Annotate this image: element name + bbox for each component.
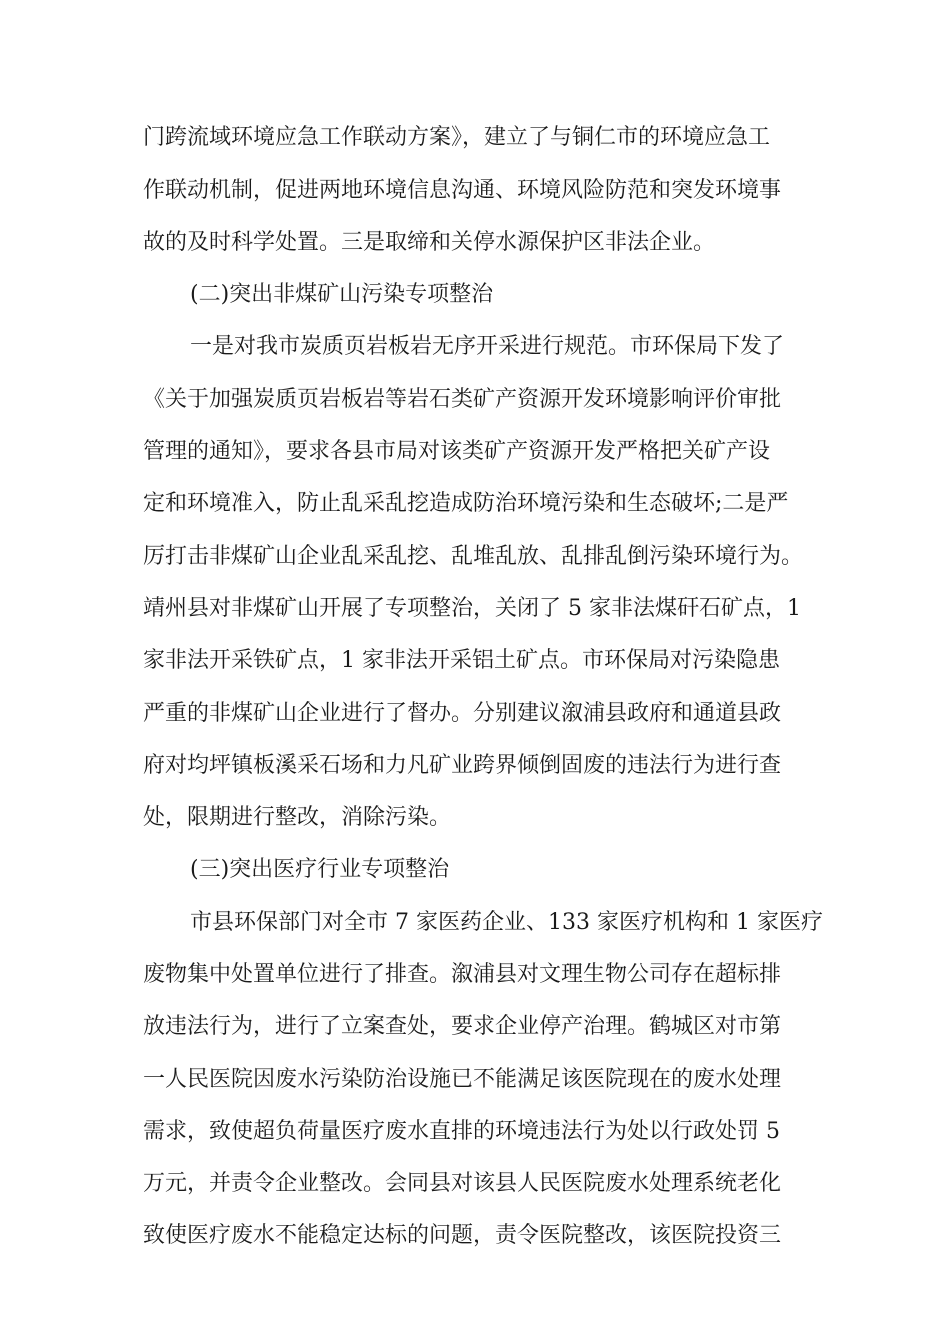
text-line: 靖州县对非煤矿山开展了专项整治，关闭了 5 家非法煤矸石矿点，1 (143, 596, 801, 621)
text-line: 一人民医院因废水污染防治设施已不能满足该医院现在的废水处理 (143, 1067, 782, 1092)
text-line: 万元，并责令企业整改。会同县对该县人民医院废水处理系统老化 (143, 1171, 782, 1196)
text-line: 故的及时科学处置。三是取缔和关停水源保护区非法企业。 (143, 230, 716, 255)
text-line: 府对均坪镇板溪采石场和力凡矿业跨界倾倒固废的违法行为进行查 (143, 753, 782, 778)
section-heading: (三)突出医疗行业专项整治 (190, 857, 450, 882)
text-line: 一是对我市炭质页岩板岩无序开采进行规范。市环保局下发了 (190, 334, 785, 359)
text-line: 家非法开采铁矿点，1 家非法开采铝土矿点。市环保局对污染隐患 (143, 648, 780, 673)
text-line: 厉打击非煤矿山企业乱采乱挖、乱堆乱放、乱排乱倒污染环境行为。 (143, 544, 804, 569)
section-heading: (二)突出非煤矿山污染专项整治 (190, 282, 494, 307)
text-line: 需求，致使超负荷量医疗废水直排的环境违法行为处以行政处罚 5 (143, 1119, 780, 1144)
text-line: 致使医疗废水不能稳定达标的问题，责令医院整改，该医院投资三 (143, 1223, 782, 1248)
text-line: 市县环保部门对全市 7 家医药企业、133 家医疗机构和 1 家医疗 (190, 910, 823, 935)
text-line: 放违法行为，进行了立案查处，要求企业停产治理。鹤城区对市第 (143, 1014, 782, 1039)
text-line: 管理的通知》，要求各县市局对该类矿产资源开发严格把关矿产设 (143, 439, 771, 464)
text-line: 门跨流域环境应急工作联动方案》，建立了与铜仁市的环境应急工 (143, 125, 771, 150)
text-line: 《关于加强炭质页岩板岩等岩石类矿产资源开发环境影响评价审批 (143, 387, 782, 412)
text-line: 废物集中处置单位进行了排查。溆浦县对文理生物公司存在超标排 (143, 962, 782, 987)
text-line: 定和环境准入，防止乱采乱挖造成防治环境污染和生态破坏;二是严 (143, 491, 789, 516)
text-line: 作联动机制，促进两地环境信息沟通、环境风险防范和突发环境事 (143, 178, 782, 203)
text-line: 处，限期进行整改，消除污染。 (143, 805, 452, 830)
text-line: 严重的非煤矿山企业进行了督办。分别建议溆浦县政府和通道县政 (143, 701, 782, 726)
